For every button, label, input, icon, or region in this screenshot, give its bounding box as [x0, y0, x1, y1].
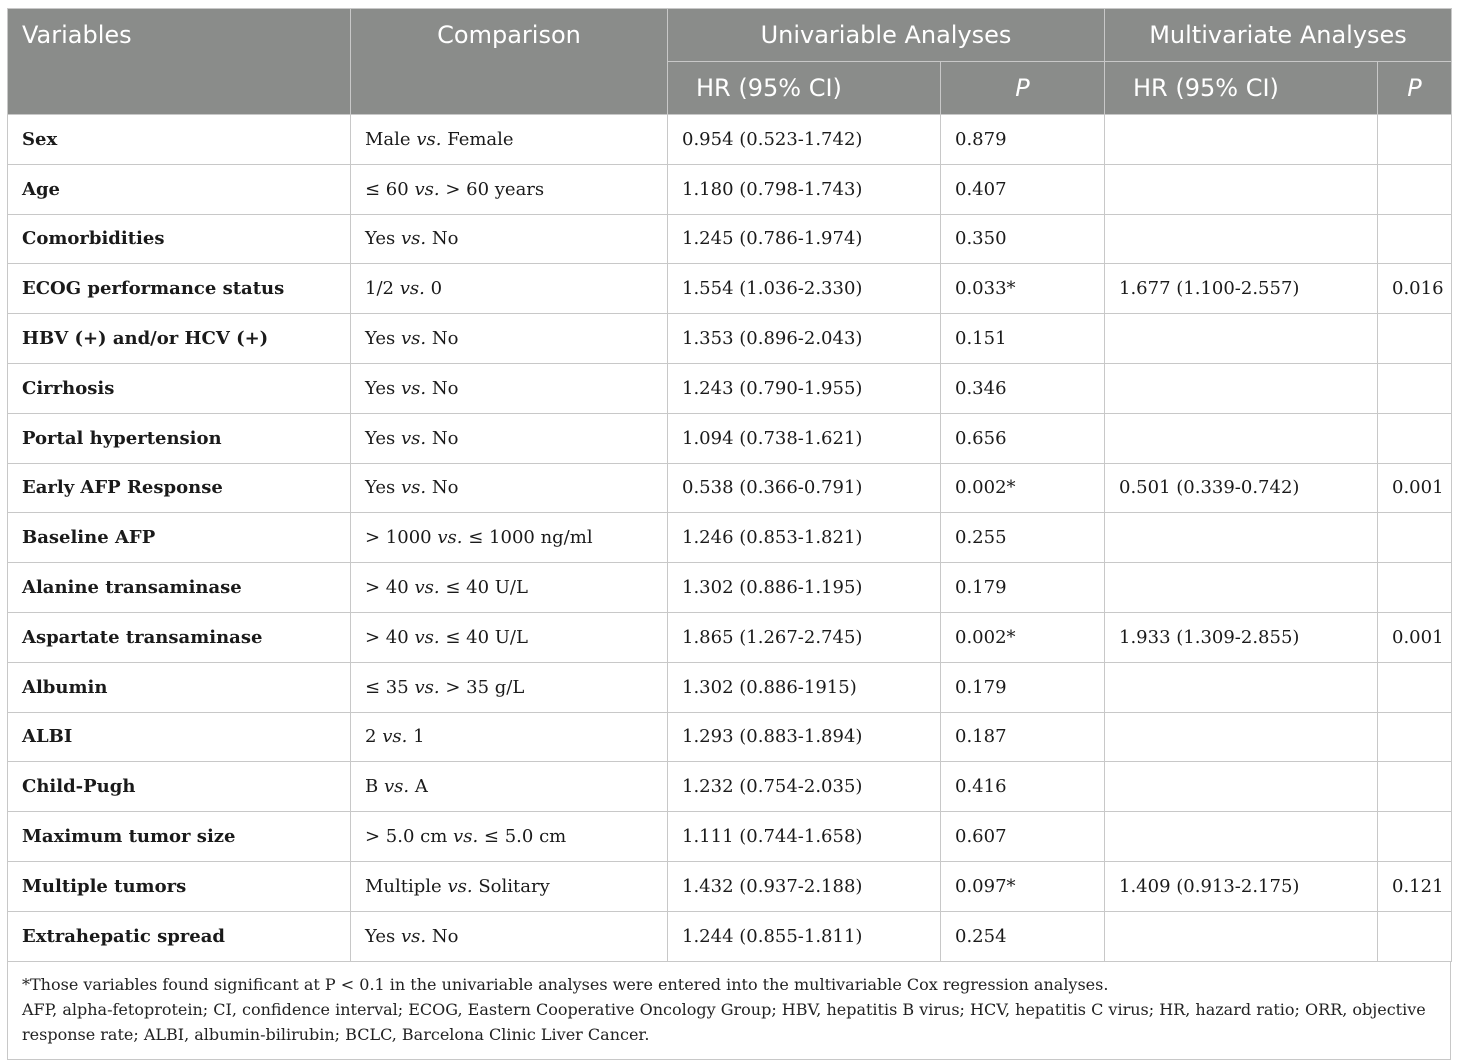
hr-univariable-cell: 1.432 (0.937-2.188): [668, 861, 941, 911]
comparison-left: Yes: [365, 377, 396, 399]
p-univariable-cell: 0.187: [941, 712, 1105, 762]
comparison-right: No: [431, 377, 459, 399]
p-multivariate-cell: [1378, 115, 1452, 165]
p-univariable-cell: 0.407: [941, 164, 1105, 214]
p-multivariate-cell: [1378, 363, 1452, 413]
hr-multivariate-cell: [1105, 911, 1378, 961]
p-univariable-cell: 0.002*: [941, 463, 1105, 513]
comparison-vs: vs.: [399, 278, 425, 300]
p-multivariate-cell: [1378, 214, 1452, 264]
comparison-cell: [351, 214, 668, 264]
p-univariable-cell: 0.179: [941, 662, 1105, 712]
p-univariable-cell: 0.097*: [941, 861, 1105, 911]
p-multivariate-cell: 0.016: [1378, 264, 1452, 314]
table-row: [8, 513, 1452, 563]
table-row: [8, 563, 1452, 613]
comparison-right: Solitary: [478, 875, 550, 897]
comparison-cell: [351, 164, 668, 214]
hr-univariable-cell: 1.232 (0.754-2.035): [668, 762, 941, 812]
comparison-vs: vs.: [447, 875, 473, 897]
hr-univariable-cell: 1.554 (1.036-2.330): [668, 264, 941, 314]
header-comparison: Comparison: [351, 9, 668, 115]
table-body: [8, 115, 1452, 962]
comparison-left: Male: [365, 128, 411, 150]
table-row: [8, 861, 1452, 911]
variable-cell: Extrahepatic spread: [8, 911, 351, 961]
header-p-multivariate: P: [1378, 62, 1452, 115]
comparison-left: 1/2: [365, 278, 394, 300]
variable-cell: Cirrhosis: [8, 363, 351, 413]
comparison-vs: vs.: [437, 527, 463, 549]
variable-cell: Portal hypertension: [8, 413, 351, 463]
p-univariable-cell: 0.255: [941, 513, 1105, 563]
p-univariable-cell: 0.350: [941, 214, 1105, 264]
comparison-vs: vs.: [414, 178, 440, 200]
hr-univariable-cell: 1.243 (0.790-1.955): [668, 363, 941, 413]
comparison-vs: vs.: [383, 776, 410, 798]
comparison-right: A: [414, 776, 428, 798]
hr-univariable-cell: 1.353 (0.896-2.043): [668, 314, 941, 364]
p-multivariate-cell: 0.001: [1378, 463, 1452, 513]
footnote-significance: *Those variables found significant at P < 0.1 in the univariable analyses were entered into the multivariable Cox regression analyses.: [22, 974, 1109, 994]
variable-cell: Maximum tumor size: [8, 812, 351, 862]
comparison-cell: [351, 861, 668, 911]
comparison-cell: [351, 762, 668, 812]
comparison-vs: vs.: [414, 676, 440, 698]
comparison-cell: [351, 463, 668, 513]
header-hr-multivariate: HR (95% CI): [1105, 62, 1378, 115]
variable-cell: Comorbidities: [8, 214, 351, 264]
comparison-left: Yes: [365, 328, 396, 350]
comparison-left: > 5.0 cm: [365, 826, 448, 848]
p-univariable-cell: 0.607: [941, 812, 1105, 862]
table-row: [8, 214, 1452, 264]
p-multivariate-cell: [1378, 712, 1452, 762]
p-univariable-cell: 0.179: [941, 563, 1105, 613]
hr-univariable-cell: 1.094 (0.738-1.621): [668, 413, 941, 463]
table-row: [8, 264, 1452, 314]
table-row: [8, 363, 1452, 413]
comparison-left: ≤ 60: [365, 178, 409, 200]
p-univariable-cell: 0.656: [941, 413, 1105, 463]
header-p-univariable: P: [941, 62, 1105, 115]
comparison-right: 1: [413, 726, 425, 748]
comparison-right: No: [431, 328, 459, 350]
comparison-vs: vs.: [416, 128, 442, 150]
hr-univariable-cell: 1.865 (1.267-2.745): [668, 612, 941, 662]
header-multivariate: Multivariate Analyses: [1105, 9, 1452, 62]
variable-cell: ALBI: [8, 712, 351, 762]
comparison-vs: vs.: [453, 826, 479, 848]
variable-cell: HBV (+) and/or HCV (+): [8, 314, 351, 364]
comparison-left: ≤ 35: [365, 676, 409, 698]
hr-univariable-cell: 1.180 (0.798-1.743): [668, 164, 941, 214]
comparison-right: > 35 g/L: [445, 676, 525, 698]
p-univariable-cell: 0.151: [941, 314, 1105, 364]
hr-univariable-cell: 1.302 (0.886-1.195): [668, 563, 941, 613]
footnote-abbreviations: AFP, alpha-fetoprotein; CI, confidence interval; ECOG, Eastern Cooperative Oncology Group; HBV, hepatitis B virus; HCV, hepatitis C virus; HR, hazard ratio; ORR, objective response rate; ALBI, albumin-bilirubin; BCLC, Barcelona Clinic Liver Cancer.: [22, 999, 1426, 1044]
variable-cell: Baseline AFP: [8, 513, 351, 563]
hr-univariable-cell: 1.111 (0.744-1.658): [668, 812, 941, 862]
header-univariable: Univariable Analyses: [668, 9, 1105, 62]
hr-multivariate-cell: [1105, 563, 1378, 613]
comparison-right: 0: [430, 278, 443, 300]
table-row: [8, 115, 1452, 165]
comparison-right: ≤ 40 U/L: [445, 577, 528, 599]
table-row: [8, 812, 1452, 862]
hr-multivariate-cell: [1105, 513, 1378, 563]
p-multivariate-cell: 0.001: [1378, 612, 1452, 662]
p-multivariate-cell: [1378, 164, 1452, 214]
hr-univariable-cell: 1.245 (0.786-1.974): [668, 214, 941, 264]
variable-cell: Early AFP Response: [8, 463, 351, 513]
header-variables: Variables: [8, 9, 351, 115]
comparison-right: ≤ 5.0 cm: [483, 826, 567, 848]
p-univariable-cell: 0.254: [941, 911, 1105, 961]
comparison-vs: vs.: [400, 925, 427, 947]
p-multivariate-cell: [1378, 413, 1452, 463]
hr-multivariate-cell: [1105, 762, 1378, 812]
hr-multivariate-cell: [1105, 214, 1378, 264]
comparison-right: > 60 years: [445, 178, 545, 200]
comparison-cell: [351, 812, 668, 862]
comparison-cell: [351, 413, 668, 463]
variable-cell: Multiple tumors: [8, 861, 351, 911]
hr-multivariate-cell: [1105, 413, 1378, 463]
comparison-vs: vs.: [400, 427, 427, 449]
comparison-left: Multiple: [365, 875, 442, 897]
hr-multivariate-cell: [1105, 314, 1378, 364]
comparison-cell: [351, 115, 668, 165]
comparison-vs: vs.: [400, 328, 427, 350]
p-univariable-cell: 0.002*: [941, 612, 1105, 662]
p-multivariate-cell: [1378, 314, 1452, 364]
comparison-vs: vs.: [400, 228, 427, 250]
table-row: [8, 164, 1452, 214]
comparison-cell: [351, 513, 668, 563]
hr-univariable-cell: 0.538 (0.366-0.791): [668, 463, 941, 513]
comparison-vs: vs.: [414, 626, 440, 648]
comparison-cell: [351, 911, 668, 961]
p-multivariate-cell: 0.121: [1378, 861, 1452, 911]
comparison-left: Yes: [365, 925, 396, 947]
results-table-container: [7, 8, 1451, 1060]
p-univariable-cell: 0.879: [941, 115, 1105, 165]
comparison-left: Yes: [365, 427, 396, 449]
header-hr-univariable: HR (95% CI): [668, 62, 941, 115]
comparison-right: No: [431, 925, 459, 947]
variable-cell: Child-Pugh: [8, 762, 351, 812]
table-row: [8, 762, 1452, 812]
variable-cell: Sex: [8, 115, 351, 165]
table-row: [8, 911, 1452, 961]
p-multivariate-cell: [1378, 513, 1452, 563]
p-multivariate-cell: [1378, 563, 1452, 613]
comparison-cell: [351, 712, 668, 762]
variable-cell: ECOG performance status: [8, 264, 351, 314]
hr-multivariate-cell: [1105, 115, 1378, 165]
p-multivariate-cell: [1378, 662, 1452, 712]
variable-cell: Aspartate transaminase: [8, 612, 351, 662]
table-row: [8, 612, 1452, 662]
comparison-cell: [351, 363, 668, 413]
hr-multivariate-cell: [1105, 812, 1378, 862]
comparison-vs: vs.: [382, 726, 408, 748]
table-row: [8, 413, 1452, 463]
comparison-vs: vs.: [414, 577, 440, 599]
hr-multivariate-cell: 1.933 (1.309-2.855): [1105, 612, 1378, 662]
table-row: [8, 712, 1452, 762]
comparison-left: Yes: [365, 477, 396, 499]
comparison-left: 2: [365, 726, 377, 748]
p-univariable-cell: 0.033*: [941, 264, 1105, 314]
cox-regression-table: [7, 8, 1452, 962]
comparison-left: > 40: [365, 577, 409, 599]
hr-multivariate-cell: 1.409 (0.913-2.175): [1105, 861, 1378, 911]
comparison-cell: [351, 662, 668, 712]
comparison-cell: [351, 563, 668, 613]
comparison-right: No: [431, 477, 459, 499]
p-univariable-cell: 0.346: [941, 363, 1105, 413]
hr-multivariate-cell: [1105, 712, 1378, 762]
hr-multivariate-cell: 0.501 (0.339-0.742): [1105, 463, 1378, 513]
hr-univariable-cell: 1.246 (0.853-1.821): [668, 513, 941, 563]
table-row: [8, 662, 1452, 712]
comparison-left: Yes: [365, 228, 396, 250]
p-multivariate-cell: [1378, 812, 1452, 862]
p-multivariate-cell: [1378, 762, 1452, 812]
comparison-left: > 1000: [365, 527, 432, 549]
variable-cell: Age: [8, 164, 351, 214]
hr-univariable-cell: 1.302 (0.886-1915): [668, 662, 941, 712]
hr-multivariate-cell: 1.677 (1.100-2.557): [1105, 264, 1378, 314]
comparison-right: Female: [447, 128, 514, 150]
hr-univariable-cell: 1.293 (0.883-1.894): [668, 712, 941, 762]
comparison-cell: [351, 612, 668, 662]
hr-univariable-cell: 0.954 (0.523-1.742): [668, 115, 941, 165]
comparison-vs: vs.: [400, 377, 427, 399]
hr-multivariate-cell: [1105, 164, 1378, 214]
comparison-right: ≤ 40 U/L: [445, 626, 528, 648]
comparison-cell: [351, 314, 668, 364]
comparison-vs: vs.: [400, 477, 427, 499]
table-row: [8, 463, 1452, 513]
hr-multivariate-cell: [1105, 363, 1378, 413]
hr-multivariate-cell: [1105, 662, 1378, 712]
table-footnotes: [7, 962, 1451, 1060]
variable-cell: Albumin: [8, 662, 351, 712]
comparison-left: B: [365, 776, 379, 798]
comparison-left: > 40: [365, 626, 409, 648]
table-row: [8, 314, 1452, 364]
p-multivariate-cell: [1378, 911, 1452, 961]
comparison-right: No: [431, 427, 459, 449]
hr-univariable-cell: 1.244 (0.855-1.811): [668, 911, 941, 961]
p-univariable-cell: 0.416: [941, 762, 1105, 812]
comparison-cell: [351, 264, 668, 314]
comparison-right: No: [431, 228, 459, 250]
variable-cell: Alanine transaminase: [8, 563, 351, 613]
comparison-right: ≤ 1000 ng/ml: [468, 527, 593, 549]
